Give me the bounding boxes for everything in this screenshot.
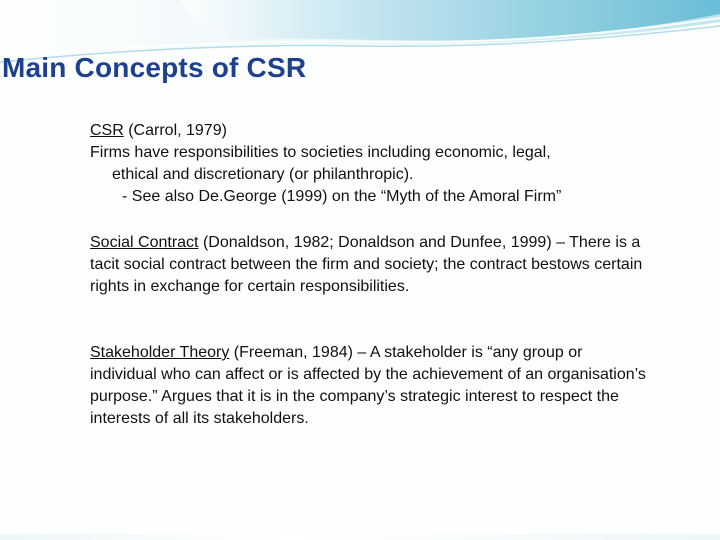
social-contract-paragraph: [90, 232, 650, 298]
stakeholder-theory-term: Stakeholder Theory: [90, 344, 230, 361]
csr-definition-line1: Firms have responsibilities to societies including economic, legal,: [90, 144, 551, 161]
csr-citation: (Carrol, 1979): [123, 122, 227, 139]
spacer: [90, 298, 650, 342]
slide-body: [90, 120, 650, 430]
csr-definition-line2: ethical and discretionary (or philanthropic).: [112, 166, 414, 183]
csr-see-also: - See also De.George (1999) on the “Myth of the Amoral Firm”: [122, 188, 562, 205]
slide-title: Main Concepts of CSR: [2, 52, 307, 83]
csr-term: CSR: [90, 122, 124, 139]
social-contract-text: (Donaldson, 1982; Donaldson and Dunfee, 1999) – There is a tacit social contract between the firm and society; the contract bestows certain rights in exchange for certain responsibilities.: [90, 234, 643, 295]
spacer: [90, 208, 650, 232]
stakeholder-theory-text: (Freeman, 1984) – A stakeholder is “any group or individual who can affect or is affected by the achievement of an organisation’s purpose.” Argues that it is in the company’s strategic interest to respect the interests of all its stakeholders.: [90, 344, 646, 427]
csr-heading-line: [90, 120, 650, 142]
bottom-band-decoration: [0, 534, 720, 540]
social-contract-term: Social Contract: [90, 234, 199, 251]
stakeholder-theory-paragraph: [90, 342, 650, 430]
